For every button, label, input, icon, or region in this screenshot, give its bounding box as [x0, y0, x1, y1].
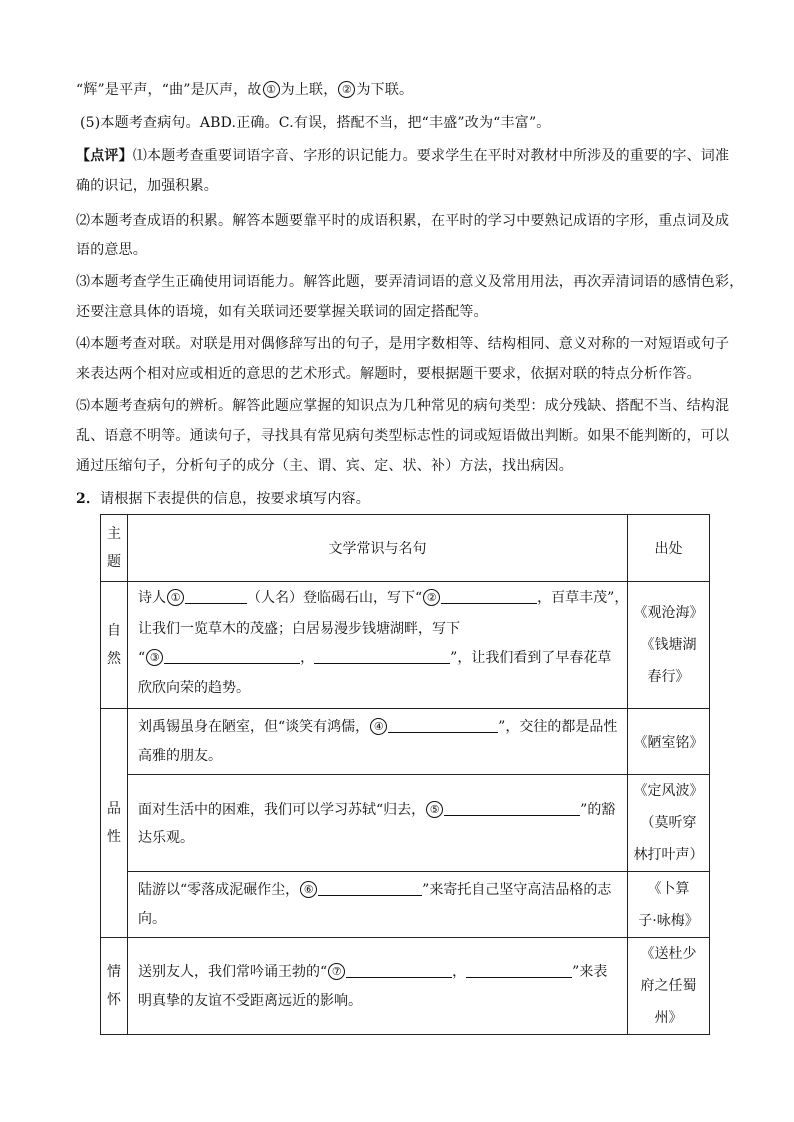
content-line	[138, 880, 611, 900]
circle-mark-7: ⑦	[328, 963, 345, 980]
header-theme-char: 主	[107, 526, 121, 542]
theme-emotion	[101, 938, 128, 1035]
comment-line-6: 还要注意具体的语境，如有关联词还要掌握关联词的固定搭配等。	[76, 304, 488, 320]
source-line: 子·咏梅》	[638, 912, 699, 929]
content-line: 向。	[138, 911, 166, 927]
source-character-1: 《陋室铭》	[628, 709, 710, 775]
theme-char: 然	[107, 651, 121, 667]
answer-blank[interactable]	[164, 649, 300, 664]
comment-line-10: 乱、语意不明等。通读句子，寻找具有常见病句类型标志性的词或短语做出判断。如果不能判断的，可以	[76, 428, 730, 444]
content-character-2	[128, 775, 628, 872]
table-row-emotion	[101, 938, 710, 1035]
text: 诗人	[138, 590, 166, 606]
comment-line-7: ⑷本题考查对联。对联是用对偶修辞写出的句子，是用字数相等、结构相同、意义对称的一对短语或句子	[76, 336, 730, 352]
text: ⑴本题考查重要词语字音、字形的识记能力。要求学生在平时对教材中所涉及的重要的字、词准	[132, 148, 730, 164]
text: ，	[452, 964, 467, 980]
answer-blank[interactable]	[444, 801, 580, 816]
circle-mark-6: ⑥	[300, 881, 317, 898]
circle-mark-4: ④	[370, 718, 387, 735]
source-character-2	[628, 775, 710, 872]
content-emotion	[128, 938, 628, 1035]
source-line: 《钱塘湖	[640, 637, 697, 653]
text: “	[138, 650, 146, 666]
source-nature	[628, 582, 710, 709]
answer-blank[interactable]	[185, 589, 247, 604]
literature-table	[100, 514, 710, 1035]
circle-mark-2: ②	[423, 589, 440, 606]
content-line: 达乐观。	[138, 830, 194, 846]
circle-mark-3: ③	[146, 649, 163, 666]
text: ，百草丰茂”，	[537, 590, 629, 606]
content-line: 明真挚的友谊不受距离远近的影响。	[138, 993, 362, 1009]
answer-line-1	[76, 80, 413, 100]
text: 陆游以“零落成泥碾作尘，	[138, 882, 300, 898]
comment-line-11: 通过压缩句子，分析句子的成分（主、谓、宾、定、状、补）方法，找出病因。	[76, 458, 573, 474]
source-emotion	[628, 938, 710, 1035]
header-source: 出处	[628, 515, 710, 582]
text: 面对生活中的困难，我们可以学习苏轼“归去，	[138, 802, 426, 818]
theme-nature	[101, 582, 128, 709]
text: ”，让我们看到了早春花草	[450, 650, 612, 666]
source-line: 《送杜少	[640, 946, 697, 962]
question-text: 请根据下表提供的信息，按要求填写内容。	[100, 491, 370, 507]
text: ”来表	[572, 964, 608, 980]
comment-line-1	[76, 146, 729, 166]
answer-blank[interactable]	[346, 963, 452, 978]
theme-char: 怀	[107, 992, 121, 1008]
answer-blank[interactable]	[314, 649, 450, 664]
text: “辉”是平声，“曲”是仄声，故	[76, 82, 262, 98]
text: ”，交往的都是品性	[498, 719, 618, 735]
circle-mark-1: ①	[263, 81, 280, 98]
comment-line-3: ⑵本题考查成语的积累。解答本题要靠平时的成语积累，在平时的学习中要熟记成语的字形，重点词及成	[76, 213, 730, 229]
content-character-1	[128, 709, 628, 775]
content-line	[138, 648, 611, 668]
source-line: 府之任蜀	[640, 978, 697, 994]
theme-char: 情	[107, 964, 121, 980]
source-line: 《卜算	[647, 880, 690, 897]
question-2	[76, 489, 370, 509]
answer-blank[interactable]	[318, 881, 422, 896]
content-line: 欣欣向荣的趋势。	[138, 680, 250, 696]
table-header-row	[101, 515, 710, 582]
source-line: 《定风波》	[633, 783, 704, 799]
content-character-3	[128, 872, 628, 938]
theme-char: 品	[107, 801, 121, 817]
question-number: 2．	[76, 491, 101, 507]
source-line: 州》	[654, 1010, 683, 1026]
answer-blank[interactable]	[388, 718, 498, 733]
table-row-character-3	[101, 872, 710, 938]
comment-label: 【点评】	[76, 148, 133, 164]
comment-line-2: 确的识记，加强积累。	[76, 178, 218, 194]
table-row-character-1	[101, 709, 710, 775]
source-line: 春行》	[647, 669, 690, 685]
circle-mark-2: ②	[338, 81, 355, 98]
circle-mark-1: ①	[167, 589, 184, 606]
source-line: 《观沧海》	[633, 605, 704, 621]
source-line: （莫听穿	[640, 815, 697, 831]
content-nature	[128, 582, 628, 709]
text: ”的豁	[580, 802, 616, 818]
text: ，	[300, 650, 315, 666]
answer-line-2: (5)本题考查病句。ABD.正确。C.有误，搭配不当，把“丰盛”改为“丰富”。	[80, 115, 551, 131]
text: ”来寄托自己坚守高洁品格的志	[422, 882, 612, 898]
content-line: 高雅的朋友。	[138, 748, 222, 764]
comment-line-9: ⑸本题考查病句的辨析。解答此题应掌握的知识点为几种常见的病句类型：成分残缺、搭配不当、结构混	[76, 398, 730, 414]
theme-char: 自	[107, 623, 121, 639]
text: 为上联，	[280, 82, 338, 98]
theme-char: 性	[107, 829, 121, 845]
comment-line-5: ⑶本题考查学生正确使用词语能力。解答此题，要弄清词语的意义及常用用法，再次弄清词语的感情色彩，	[76, 274, 744, 290]
header-theme	[101, 515, 128, 582]
content-line	[138, 588, 628, 608]
circle-mark-5: ⑤	[426, 801, 443, 818]
content-line	[138, 717, 617, 737]
text: （人名）登临碣石山，写下“	[247, 590, 423, 606]
comment-line-8: 来表达两个相对应或相近的意思的艺术形式。解题时，要根据题干要求，依据对联的特点分析作答。	[76, 366, 701, 382]
comment-line-4: 语的意思。	[76, 242, 147, 258]
content-line: 让我们一览草木的茂盛；白居易漫步钱塘湖畔，写下	[138, 621, 460, 637]
text: 为下联。	[356, 82, 414, 98]
table-row-character-2	[101, 775, 710, 872]
text: 送别友人，我们常吟诵王勃的“	[138, 964, 328, 980]
theme-character	[101, 709, 128, 938]
answer-blank[interactable]	[441, 589, 537, 604]
text: 刘禹锡虽身在陋室，但“谈笑有鸿儒，	[138, 719, 370, 735]
content-line	[138, 800, 615, 820]
source-character-3	[628, 872, 710, 938]
table-row-nature	[101, 582, 710, 709]
answer-blank[interactable]	[466, 963, 572, 978]
header-content: 文学常识与名句	[128, 515, 628, 582]
content-line	[138, 962, 607, 982]
header-theme-char: 题	[107, 554, 121, 570]
source-line: 林打叶声）	[633, 847, 704, 863]
